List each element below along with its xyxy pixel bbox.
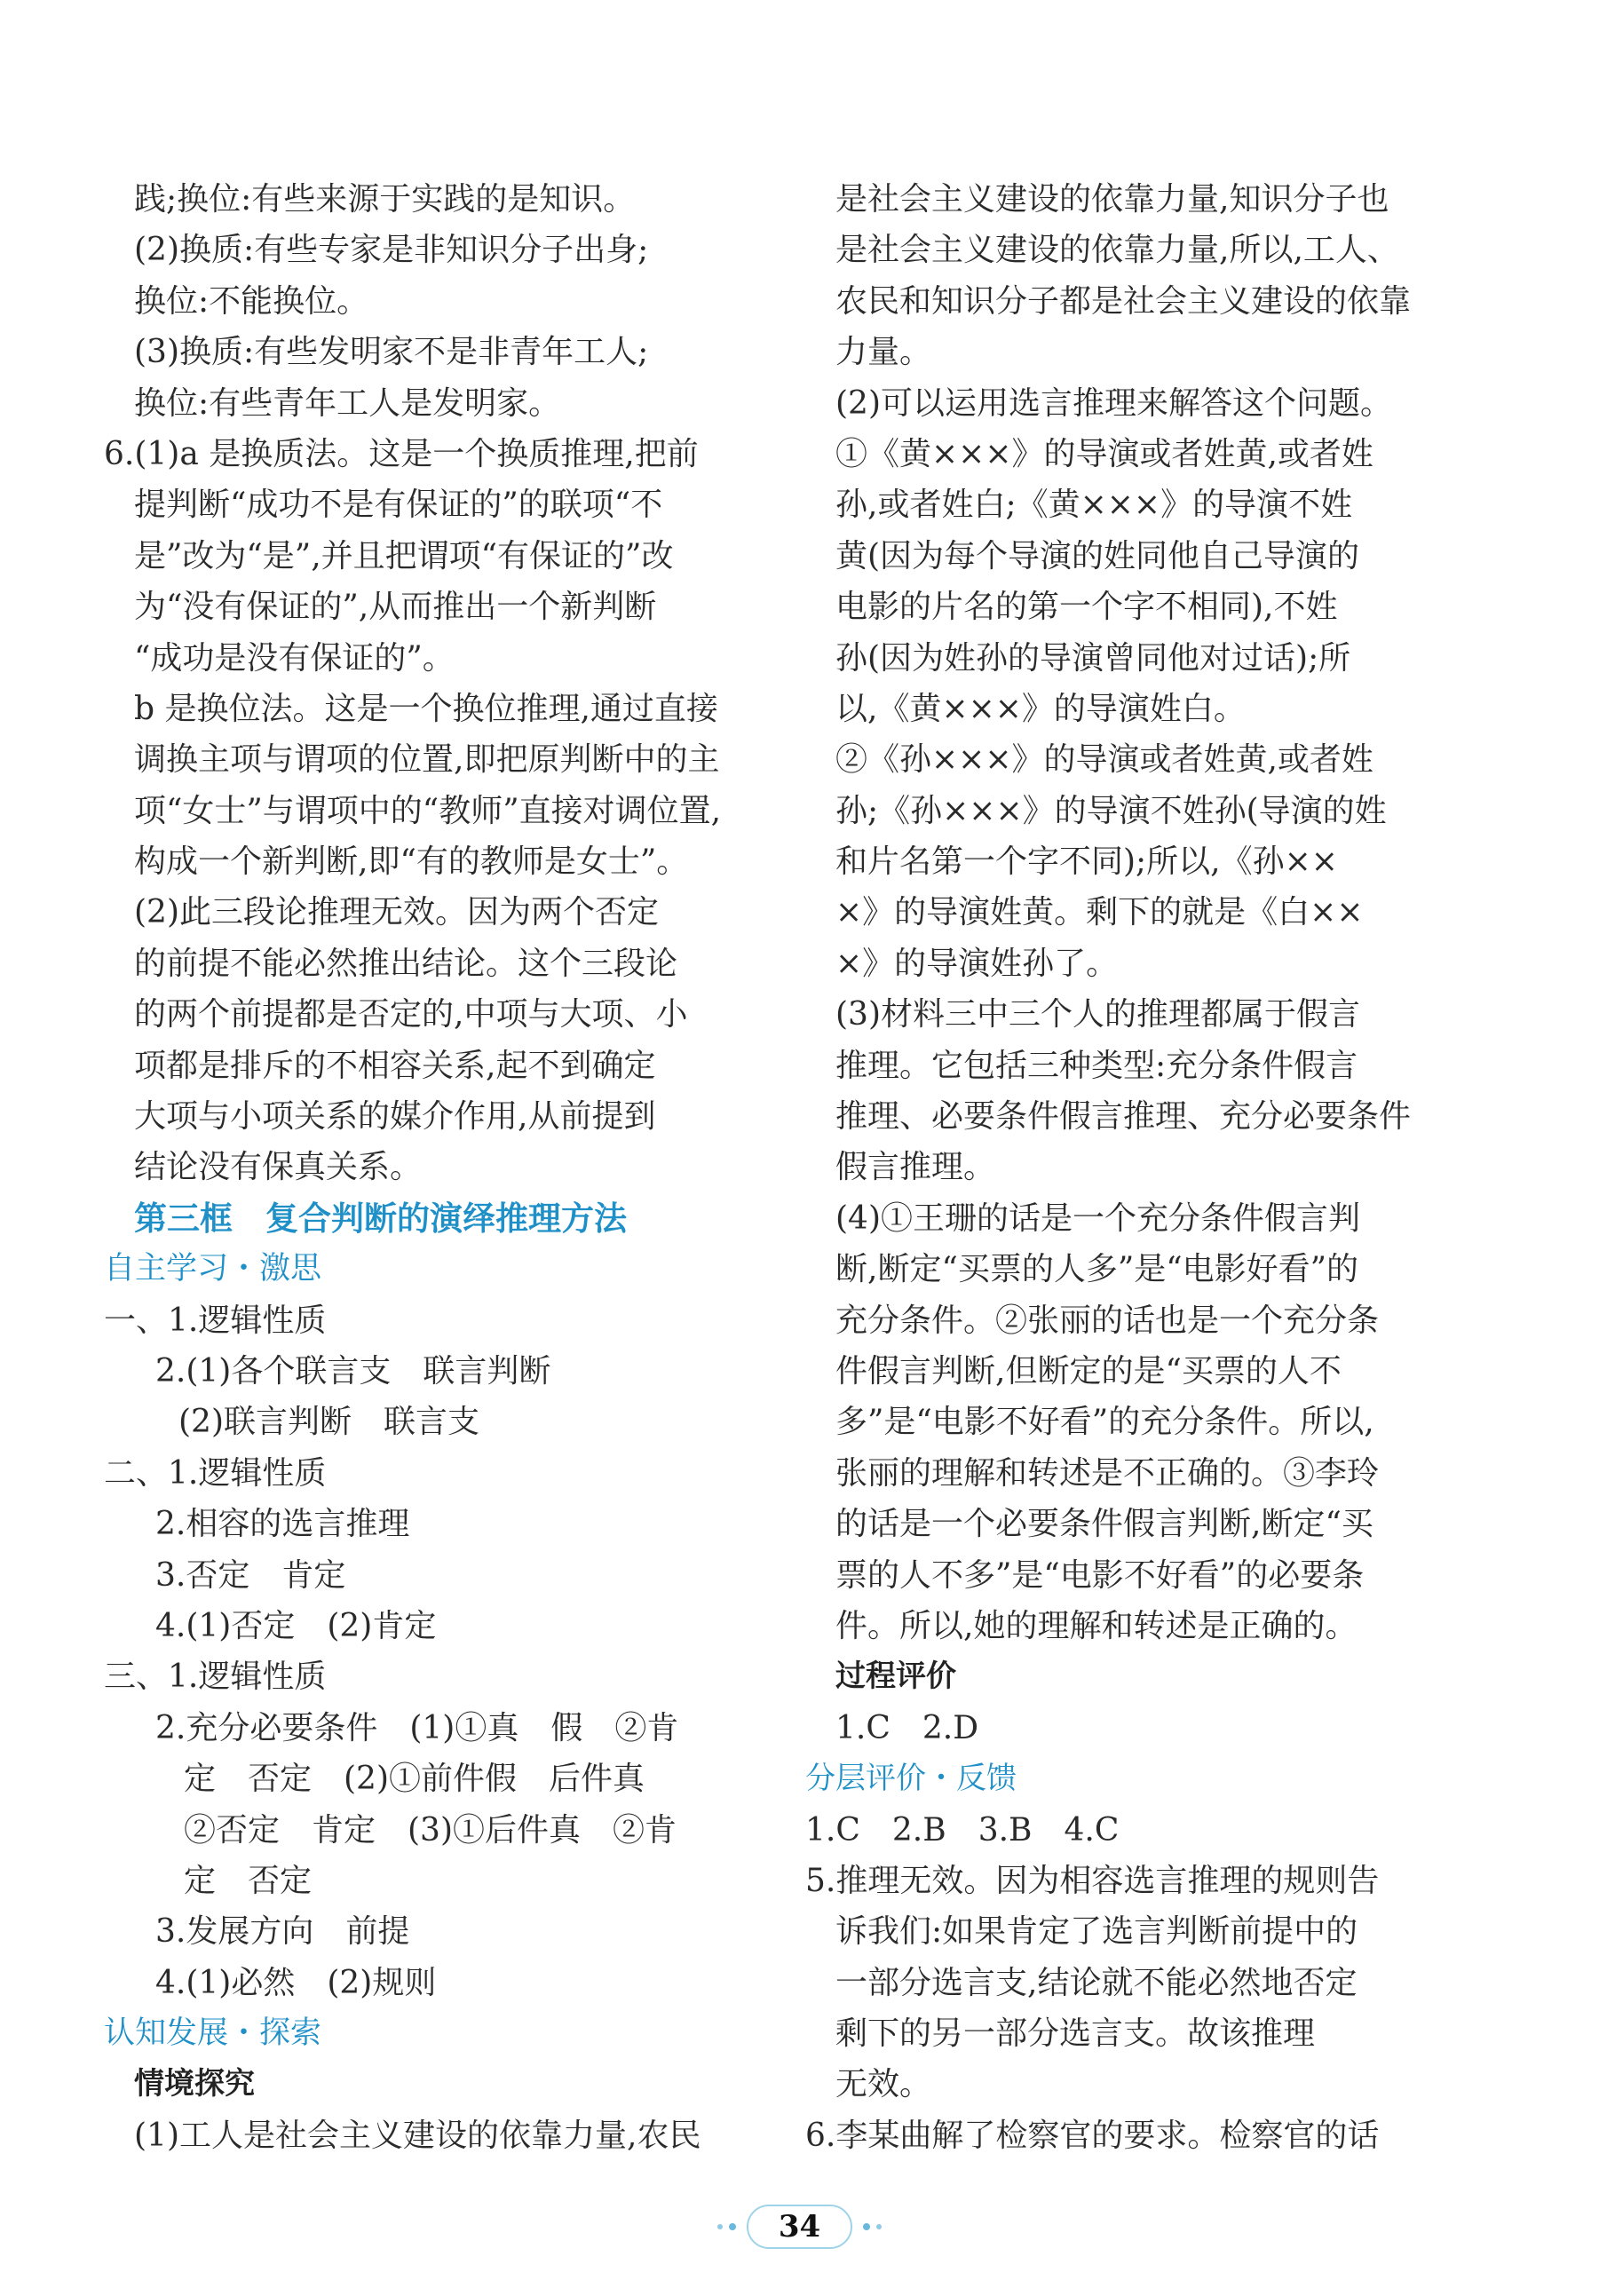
- text-line: ②否定 肯定 (3)①后件真 ②肯: [184, 1811, 677, 1849]
- text-line: 项都是排斥的不相容关系,起不到确定: [134, 1047, 656, 1084]
- page-number-badge: [747, 2205, 852, 2249]
- text-line: ①《黄×××》的导演或者姓黄,或者姓: [835, 435, 1373, 472]
- text-line: 多”是“电影不好看”的充分条件。所以,: [835, 1404, 1374, 1441]
- text-line: 调换主项与谓项的位置,即把原判断中的主: [134, 741, 720, 779]
- text-line: (3)换质:有些发明家不是非青年工人;: [134, 334, 649, 371]
- text-line: 三、1.逻辑性质: [104, 1659, 327, 1696]
- text-line: 剩下的另一部分选言支。故该推理: [835, 2015, 1316, 2053]
- text-line: 结论没有保真关系。: [134, 1149, 423, 1186]
- text-line: 项“女士”与谓项中的“教师”直接对调位置,: [134, 792, 722, 829]
- text-line: 是社会主义建设的依靠力量,知识分子也: [835, 181, 1389, 218]
- text-line: 2.充分必要条件 (1)①真 假 ②肯: [155, 1709, 679, 1746]
- page-number: 34: [778, 2209, 821, 2245]
- text-line: 的两个前提都是否定的,中项与大项、小: [134, 996, 688, 1033]
- text-line: (4)①王珊的话是一个充分条件假言判: [835, 1199, 1360, 1237]
- text-line: 农民和知识分子都是社会主义建设的依靠: [835, 282, 1412, 320]
- text-line: 票的人不多”是“电影不好看”的必要条: [835, 1556, 1365, 1594]
- text-line: 是”改为“是”,并且把谓项“有保证的”改: [134, 537, 674, 574]
- ornament-dot: [717, 2224, 723, 2229]
- text-line: “成功是没有保证的”。: [134, 639, 455, 677]
- text-line: 1.C 2.B 3.B 4.C: [805, 1811, 1120, 1849]
- page-footer: [0, 2200, 1599, 2253]
- ornament-dot: [876, 2224, 882, 2229]
- text-line: 4.(1)必然 (2)规则: [155, 1964, 437, 2001]
- right-column: [805, 174, 1437, 2161]
- text-line: 换位:有些青年工人是发明家。: [134, 384, 561, 422]
- section-title: 第三框 复合判断的演绎推理方法: [134, 1199, 627, 1238]
- text-line: 1.C 2.D: [835, 1709, 979, 1746]
- text-line: 件假言判断,但断定的是“买票的人不: [835, 1352, 1342, 1389]
- text-line: 以,《黄×××》的导演姓白。: [835, 690, 1246, 727]
- text-line: 孙,或者姓白;《黄×××》的导演不姓: [835, 487, 1353, 524]
- text-line: (2)联言判断 联言支: [178, 1404, 479, 1441]
- text-line: 大项与小项关系的媒介作用,从前提到: [134, 1098, 656, 1136]
- text-line: 推理。它包括三种类型:充分条件假言: [835, 1047, 1358, 1084]
- text-line: 二、1.逻辑性质: [104, 1454, 327, 1492]
- text-line: 践;换位:有些来源于实践的是知识。: [134, 181, 636, 218]
- text-line: 张丽的理解和转述是不正确的。③李玲: [835, 1454, 1380, 1492]
- text-line: 一部分选言支,结论就不能必然地否定: [835, 1964, 1358, 2001]
- text-line: 和片名第一个字不同);所以,《孙××: [835, 843, 1338, 881]
- text-line: 假言推理。: [835, 1149, 996, 1186]
- footer-ornament-right: [863, 2223, 882, 2230]
- subsection-heading: 过程评价: [835, 1659, 956, 1695]
- text-line: 3.否定 肯定: [155, 1556, 346, 1594]
- text-line: 诉我们:如果肯定了选言判断前提中的: [835, 1913, 1358, 1951]
- text-line: (2)可以运用选言推理来解答这个问题。: [835, 384, 1392, 422]
- text-line: 孙;《孙×××》的导演不姓孙(导演的姓: [835, 792, 1387, 829]
- text-line: 电影的片名的第一个字不相同),不姓: [835, 589, 1338, 626]
- text-line: 2.相容的选言推理: [155, 1506, 410, 1543]
- text-line: 为“没有保证的”,从而推出一个新判断: [134, 589, 657, 626]
- left-column: [104, 174, 736, 2161]
- text-line: 换位:不能换位。: [134, 282, 369, 320]
- text-line: b 是换位法。这是一个换位推理,通过直接: [134, 690, 718, 727]
- text-line: 的前提不能必然推出结论。这个三段论: [134, 945, 678, 982]
- text-line: 无效。: [835, 2066, 932, 2103]
- text-line: ×》的导演姓孙了。: [835, 945, 1119, 982]
- text-line: 6.(1)a 是换质法。这是一个换质推理,把前: [104, 435, 699, 472]
- text-line: ×》的导演姓黄。剩下的就是《白××: [835, 894, 1364, 931]
- text-line: 2.(1)各个联言支 联言判断: [155, 1352, 551, 1389]
- text-line: 力量。: [835, 334, 932, 371]
- text-line: ②《孙×××》的导演或者姓黄,或者姓: [835, 741, 1373, 779]
- subsection-heading: 情境探究: [134, 2066, 255, 2102]
- text-line: 黄(因为每个导演的姓同他自己导演的: [835, 537, 1360, 574]
- text-line: 件。所以,她的理解和转述是正确的。: [835, 1607, 1358, 1644]
- text-line: 一、1.逻辑性质: [104, 1302, 327, 1339]
- text-line: 的话是一个必要条件假言判断,断定“买: [835, 1506, 1373, 1543]
- text-line: (2)换质:有些专家是非知识分子出身;: [134, 232, 649, 269]
- text-line: 4.(1)否定 (2)肯定: [155, 1607, 437, 1644]
- text-line: (3)材料三中三个人的推理都属于假言: [835, 996, 1360, 1033]
- section-heading: 分层评价・反馈: [805, 1761, 1017, 1797]
- text-line: 提判断“成功不是有保证的”的联项“不: [134, 487, 663, 524]
- section-heading: 自主学习・激思: [104, 1251, 322, 1287]
- text-line: 6.李某曲解了检察官的要求。检察官的话: [805, 2117, 1380, 2154]
- text-line: 孙(因为姓孙的导演曾同他对过话);所: [835, 639, 1351, 677]
- text-line: 断,断定“买票的人多”是“电影好看”的: [835, 1251, 1359, 1288]
- text-line: 定 否定: [184, 1862, 313, 1899]
- text-line: (1)工人是社会主义建设的依靠力量,农民: [134, 2117, 701, 2154]
- text-line: 3.发展方向 前提: [155, 1913, 410, 1951]
- text-line: (2)此三段论推理无效。因为两个否定: [134, 894, 659, 931]
- text-line: 5.推理无效。因为相容选言推理的规则告: [805, 1862, 1380, 1899]
- text-line: 充分条件。②张丽的话也是一个充分条: [835, 1302, 1380, 1339]
- ornament-dot: [729, 2223, 736, 2230]
- footer-ornament-left: [717, 2223, 736, 2230]
- text-line: 构成一个新判断,即“有的教师是女士”。: [134, 843, 689, 881]
- section-heading: 认知发展・探索: [104, 2015, 322, 2052]
- text-line: 定 否定 (2)①前件假 后件真: [184, 1761, 645, 1798]
- text-line: 是社会主义建设的依靠力量,所以,工人、: [835, 232, 1399, 269]
- ornament-dot: [863, 2223, 870, 2230]
- text-line: 推理、必要条件假言推理、充分必要条件: [835, 1098, 1412, 1136]
